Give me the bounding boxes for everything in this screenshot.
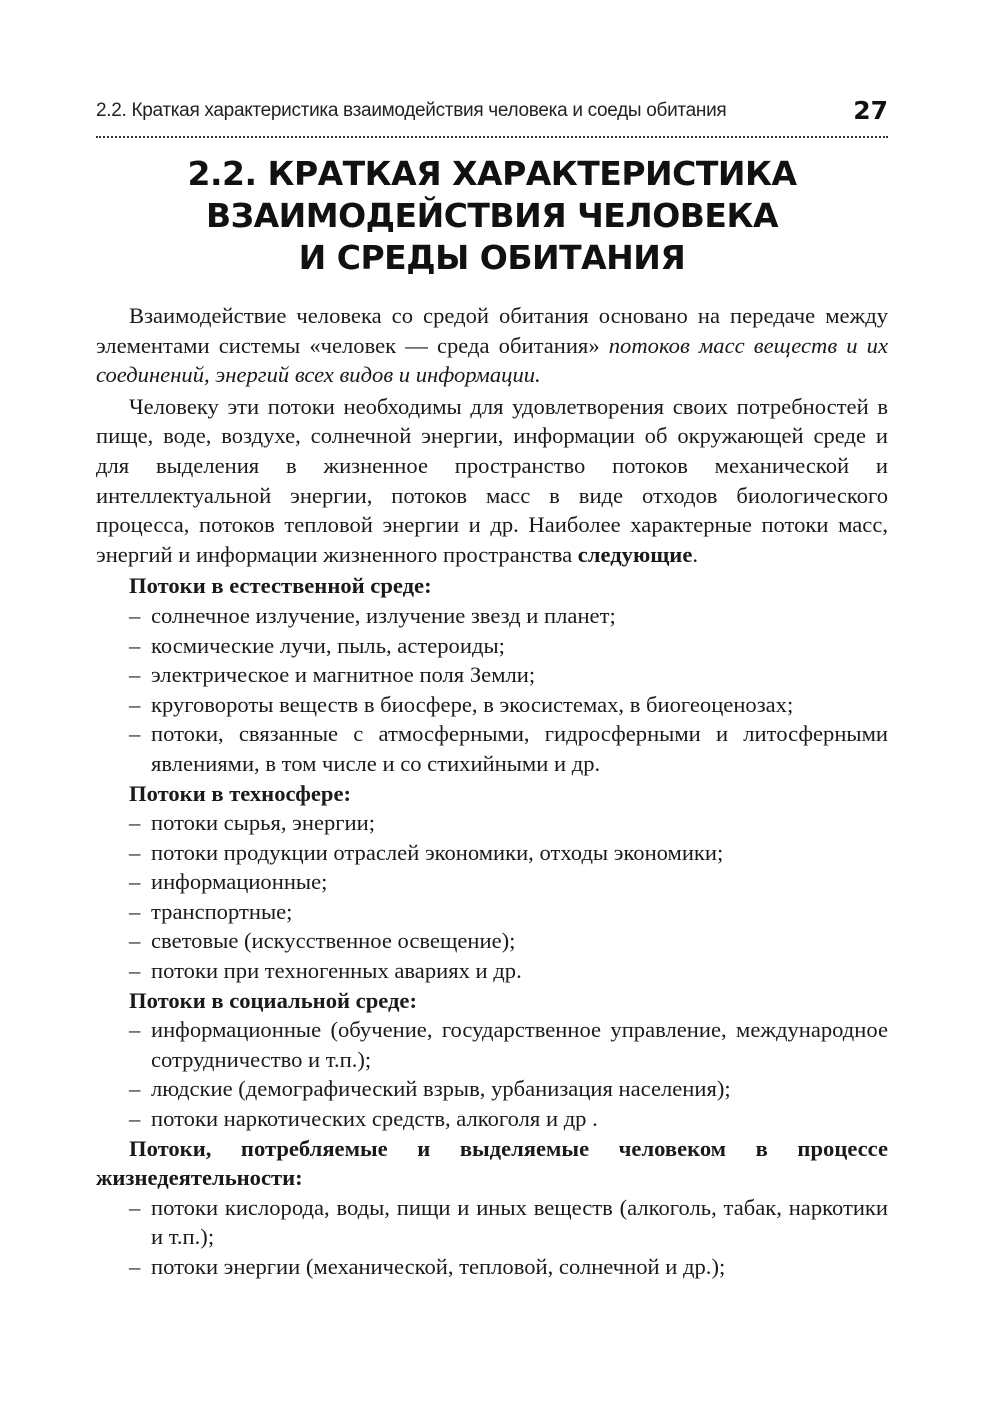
list-natural — [96, 601, 888, 779]
list-item: – световые (искусственное освещение); — [129, 926, 888, 956]
needs-end: . — [692, 541, 698, 567]
running-title: 2.2. Краткая характеристика взаимодействия человека и соеды обитания — [96, 100, 727, 121]
list-item: – потоки продукции отраслей экономики, отходы экономики; — [129, 838, 888, 868]
list-item: – информационные; — [129, 867, 888, 897]
list-item: – людские (демографический взрыв, урбанизация населения); — [129, 1074, 888, 1104]
list-item: – потоки, связанные с атмосферными, гидросферными и литосферными явлениями, в том числе и со стихийными и др. — [129, 719, 888, 778]
section-heading-social: Потоки в социальной среде: — [129, 987, 417, 1013]
list-item: – круговороты веществ в биосфере, в экосистемах, в биогеоценозах; — [129, 690, 888, 720]
needs-paragraph — [96, 392, 888, 570]
chapter-title-line: И СРЕДЫ ОБИТАНИЯ — [298, 238, 686, 277]
needs-bold-word: следующие — [577, 541, 693, 567]
intro-emphasis: потоков масс веществ и их соединений, энергий всех видов и информации. — [96, 332, 888, 388]
section-heading-natural: Потоки в естественной среде: — [129, 573, 432, 599]
needs-text: Человеку эти потоки необходимы для удовлетворения своих потребностей в пище, воде, воздухе, солнечной энергии, информации об окружающей среде и для выделения в жизненное пространство потоков механической и интеллектуальной энергии, потоков масс в виде отходов биологического процесса, потоков тепловой энергии и др. Наиболее характерные потоки масс, энергий и информации жизненного пространства — [96, 393, 888, 567]
list-item: – потоки энергии (механической, тепловой, солнечной и др.); — [129, 1252, 888, 1282]
list-social — [96, 1015, 888, 1133]
chapter-title-line: ВЗАИМОДЕЙСТВИЯ ЧЕЛОВЕКА — [206, 196, 778, 235]
list-item: – транспортные; — [129, 897, 888, 927]
section-heading-technosphere: Потоки в техносфере: — [129, 780, 351, 806]
list-item: – солнечное излучение, излучение звезд и планет; — [129, 601, 888, 631]
list-item: – потоки наркотических средств, алкоголя и др . — [129, 1104, 888, 1134]
list-item: – информационные (обучение, государственное управление, международное сотрудничество и т.п.); — [129, 1015, 888, 1074]
list-technosphere — [96, 808, 888, 986]
list-human — [96, 1193, 888, 1282]
list-item: – космические лучи, пыль, астероиды; — [129, 631, 888, 661]
running-header — [96, 96, 888, 138]
list-item: – потоки сырья, энергии; — [129, 808, 888, 838]
list-item: – электрическое и магнитное поля Земли; — [129, 660, 888, 690]
page-number: 27 — [853, 96, 888, 125]
list-item: – потоки при техногенных авариях и др. — [129, 956, 888, 986]
body-text — [96, 301, 888, 1282]
intro-text: Взаимодействие человека со средой обитания основано на передаче между элементами системы «человек — среда обитания» — [96, 303, 888, 358]
intro-paragraph — [96, 301, 888, 390]
section-heading-human: Потоки, потребляемые и выделяемые человеком в процессе жизнедеятельности: — [96, 1135, 888, 1191]
list-item: – потоки кислорода, воды, пищи и иных веществ (алкоголь, табак, наркотики и т.п.); — [129, 1193, 888, 1252]
chapter-title — [96, 153, 888, 279]
chapter-title-line: 2.2. КРАТКАЯ ХАРАКТЕРИСТИКА — [187, 154, 797, 193]
